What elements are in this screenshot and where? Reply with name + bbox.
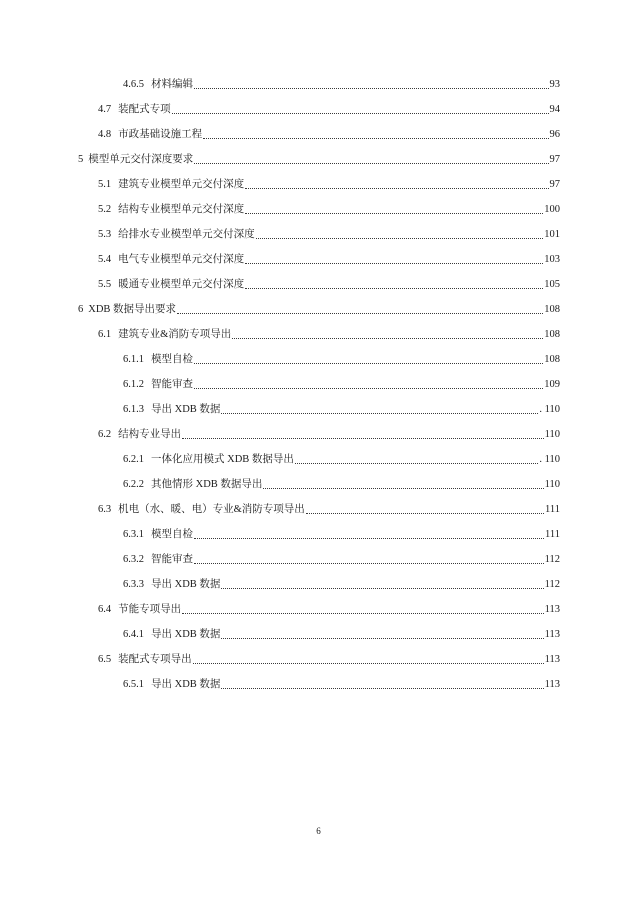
toc-entry-page: 105 bbox=[544, 279, 560, 290]
toc-dot-leader bbox=[194, 388, 543, 389]
toc-entry[interactable] bbox=[123, 399, 560, 417]
toc-entry-page: 111 bbox=[545, 504, 560, 515]
toc-entry-title: 其他情形 XDB 数据导出 bbox=[151, 479, 263, 490]
toc-entry[interactable] bbox=[78, 149, 560, 167]
toc-dot-leader bbox=[194, 563, 544, 564]
toc-entry-page: 110 bbox=[544, 429, 560, 440]
toc-entry-page: 109 bbox=[544, 379, 560, 390]
toc-entry-number: 5.5 bbox=[98, 279, 112, 290]
toc-entry-title: 结构专业导出 bbox=[118, 429, 182, 440]
toc-entry-title: 市政基础设施工程 bbox=[118, 129, 203, 140]
toc-entry-title: 暖通专业模型单元交付深度 bbox=[118, 279, 245, 290]
toc-entry-page: 112 bbox=[544, 579, 560, 590]
toc-entry-number: 6.5 bbox=[98, 654, 112, 665]
toc-entry-page: 113 bbox=[544, 604, 560, 615]
toc-entry[interactable] bbox=[123, 74, 560, 92]
toc-entry-number: 6.2.1 bbox=[123, 454, 144, 465]
toc-entry-page: 94 bbox=[549, 104, 560, 115]
toc-entry[interactable] bbox=[98, 99, 560, 117]
page-number: 6 bbox=[316, 826, 321, 836]
toc-entry[interactable] bbox=[98, 499, 560, 517]
toc-dot-leader bbox=[172, 113, 549, 114]
toc-entry-number: 6 bbox=[78, 304, 84, 315]
toc-dot-leader bbox=[221, 688, 543, 689]
toc-entry-title: 模型自检 bbox=[151, 529, 193, 540]
toc-entry-title: 电气专业模型单元交付深度 bbox=[118, 254, 245, 265]
toc-entry-number: 6.3.1 bbox=[123, 529, 144, 540]
toc-entry-number: 6.1.1 bbox=[123, 354, 144, 365]
toc-dot-leader bbox=[203, 138, 548, 139]
toc-entry-number: 5.4 bbox=[98, 254, 112, 265]
toc-entry[interactable] bbox=[98, 174, 560, 192]
toc-dot-leader bbox=[194, 363, 543, 364]
toc-entry-title: 装配式专项 bbox=[118, 104, 171, 115]
toc-entry-number: 6.3 bbox=[98, 504, 112, 515]
toc-dot-leader bbox=[193, 663, 544, 664]
toc-dot-leader bbox=[177, 313, 543, 314]
toc-entry[interactable] bbox=[98, 274, 560, 292]
toc-entry[interactable] bbox=[98, 649, 560, 667]
toc-entry-page: 110 bbox=[544, 479, 560, 490]
toc-entry-title: XDB 数据导出要求 bbox=[88, 304, 177, 315]
toc-dot-leader bbox=[245, 263, 543, 264]
toc-dot-leader bbox=[232, 338, 543, 339]
toc-entry-number: 5.3 bbox=[98, 229, 112, 240]
toc-entry-title: 模型单元交付深度要求 bbox=[88, 154, 194, 165]
toc-entry[interactable] bbox=[98, 424, 560, 442]
toc-entry[interactable] bbox=[98, 199, 560, 217]
toc-entry-number: 4.8 bbox=[98, 129, 112, 140]
toc-dot-leader bbox=[245, 188, 548, 189]
toc-entry-number: 6.4.1 bbox=[123, 629, 144, 640]
toc-entry-page: 113 bbox=[544, 629, 560, 640]
toc-entry-page: 113 bbox=[544, 654, 560, 665]
toc-entry-page: 93 bbox=[549, 79, 560, 90]
toc-entry-number: 6.5.1 bbox=[123, 679, 144, 690]
toc-entry[interactable] bbox=[123, 624, 560, 642]
toc-entry[interactable] bbox=[98, 224, 560, 242]
toc-entry[interactable] bbox=[123, 374, 560, 392]
toc-entry-page: . 110 bbox=[539, 404, 560, 415]
toc-entry-page: . 110 bbox=[539, 454, 560, 465]
toc-entry[interactable] bbox=[123, 524, 560, 542]
toc-entry-title: 一体化应用模式 XDB 数据导出 bbox=[151, 454, 294, 465]
toc-entry-page: 100 bbox=[544, 204, 560, 215]
toc-entry-title: 结构专业模型单元交付深度 bbox=[118, 204, 245, 215]
toc-dot-leader bbox=[306, 513, 544, 514]
toc-entry-page: 108 bbox=[544, 329, 560, 340]
toc-entry[interactable] bbox=[123, 574, 560, 592]
toc-entry-title: 模型自检 bbox=[151, 354, 193, 365]
toc-dot-leader bbox=[182, 438, 544, 439]
toc-entry[interactable] bbox=[123, 549, 560, 567]
toc-entry-page: 108 bbox=[544, 304, 560, 315]
toc-entry-page: 97 bbox=[549, 179, 560, 190]
toc-entry-title: 节能专项导出 bbox=[118, 604, 182, 615]
toc-entry[interactable] bbox=[123, 349, 560, 367]
toc-entry-number: 5.2 bbox=[98, 204, 112, 215]
toc-dot-leader bbox=[182, 613, 544, 614]
toc-entry-number: 6.1.2 bbox=[123, 379, 144, 390]
toc-dot-leader bbox=[194, 88, 549, 89]
toc-entry-number: 6.3.2 bbox=[123, 554, 144, 565]
toc-entry-page: 111 bbox=[545, 529, 560, 540]
toc-entry-title: 导出 XDB 数据 bbox=[151, 404, 221, 415]
toc-entry-number: 6.2.2 bbox=[123, 479, 144, 490]
toc-entry[interactable] bbox=[123, 449, 560, 467]
toc-dot-leader bbox=[263, 488, 543, 489]
toc-dot-leader bbox=[245, 288, 543, 289]
toc-entry[interactable] bbox=[123, 474, 560, 492]
toc-entry-title: 导出 XDB 数据 bbox=[151, 629, 221, 640]
toc-entry-number: 6.4 bbox=[98, 604, 112, 615]
toc-dot-leader bbox=[221, 588, 543, 589]
toc-entry-title: 智能审查 bbox=[151, 379, 193, 390]
toc-entry-number: 4.6.5 bbox=[123, 79, 144, 90]
toc-dot-leader bbox=[194, 538, 544, 539]
toc-entry-title: 智能审查 bbox=[151, 554, 193, 565]
toc-entry-page: 103 bbox=[544, 254, 560, 265]
toc-entry-page: 96 bbox=[549, 129, 560, 140]
toc-dot-leader bbox=[256, 238, 544, 239]
toc-entry[interactable] bbox=[98, 124, 560, 142]
toc-entry-title: 建筑专业模型单元交付深度 bbox=[118, 179, 245, 190]
toc-entry-number: 4.7 bbox=[98, 104, 112, 115]
toc-dot-leader bbox=[194, 163, 548, 164]
toc-entry-page: 113 bbox=[544, 679, 560, 690]
toc-entry-title: 给排水专业模型单元交付深度 bbox=[118, 229, 255, 240]
toc-entry-title: 导出 XDB 数据 bbox=[151, 679, 221, 690]
toc-dot-leader bbox=[221, 413, 538, 414]
toc-entry-number: 6.3.3 bbox=[123, 579, 144, 590]
toc-entry-page: 97 bbox=[549, 154, 560, 165]
toc-entry[interactable] bbox=[123, 674, 560, 692]
toc-entry-title: 建筑专业&消防专项导出 bbox=[118, 329, 232, 340]
toc-entry-page: 112 bbox=[544, 554, 560, 565]
toc-entry-number: 6.1 bbox=[98, 329, 112, 340]
toc-entry-page: 108 bbox=[544, 354, 560, 365]
toc-entry-number: 5 bbox=[78, 154, 84, 165]
toc-entry[interactable] bbox=[78, 299, 560, 317]
toc-dot-leader bbox=[221, 638, 543, 639]
toc-entry-title: 材料编辑 bbox=[151, 79, 193, 90]
toc-entry-title: 机电（水、暖、电）专业&消防专项导出 bbox=[118, 504, 305, 515]
toc-entry[interactable] bbox=[98, 324, 560, 342]
toc-entry[interactable] bbox=[98, 249, 560, 267]
toc-dot-leader bbox=[295, 463, 538, 464]
toc-entry-number: 5.1 bbox=[98, 179, 112, 190]
toc-entry-number: 6.2 bbox=[98, 429, 112, 440]
toc-entry-title: 装配式专项导出 bbox=[118, 654, 192, 665]
toc-entry-number: 6.1.3 bbox=[123, 404, 144, 415]
toc-entry-title: 导出 XDB 数据 bbox=[151, 579, 221, 590]
toc-entry[interactable] bbox=[98, 599, 560, 617]
toc-entry-page: 101 bbox=[544, 229, 560, 240]
toc-dot-leader bbox=[245, 213, 543, 214]
